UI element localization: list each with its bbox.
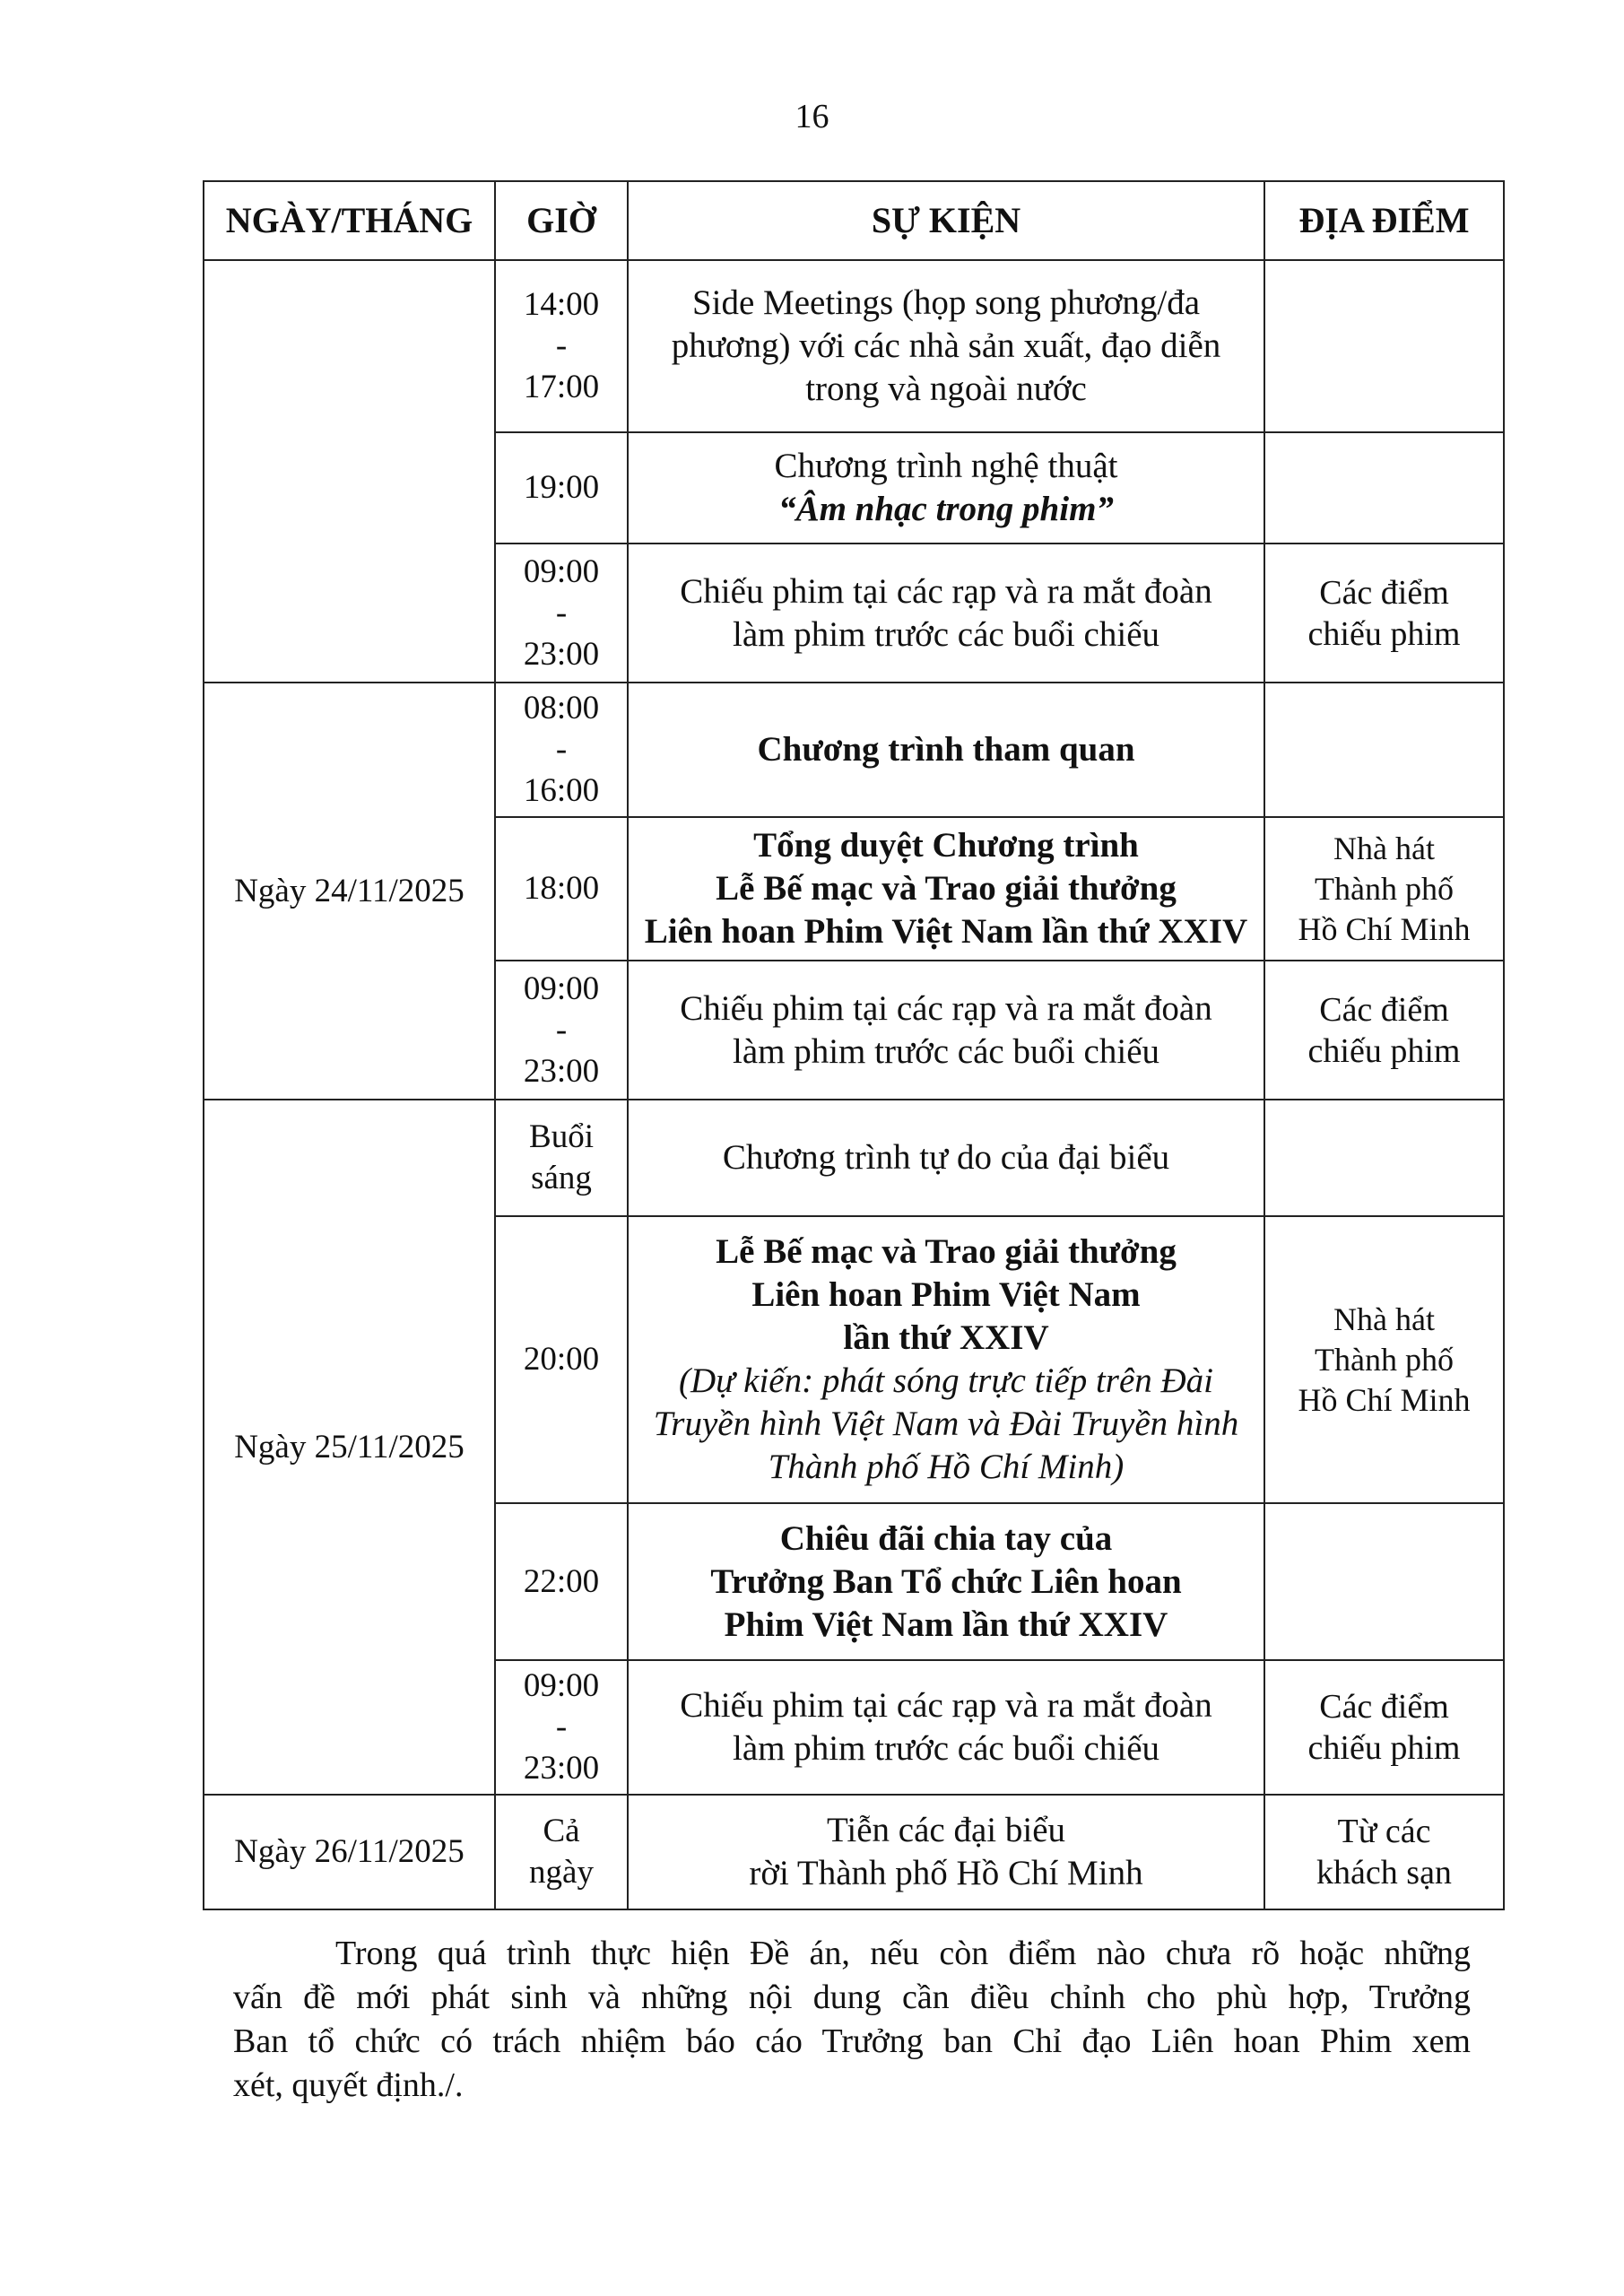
date-cell-prev — [204, 260, 495, 683]
time-cell: 09:00 - 23:00 — [495, 961, 628, 1100]
page-number: 16 — [795, 98, 829, 135]
time-cell: 08:00 - 16:00 — [495, 683, 628, 817]
venue-cell — [1264, 683, 1504, 817]
venue-cell: Các điểm chiếu phim — [1264, 961, 1504, 1100]
event-cell: Lễ Bế mạc và Trao giải thưởng Liên hoan Phim Việt Nam lần thứ XXIV (Dự kiến: phát sóng trực tiếp trên Đài Truyền hình Việt Nam và Đài Truyền hình Thành phố Hồ Chí Minh) — [628, 1216, 1264, 1503]
time-cell: 09:00 - 23:00 — [495, 544, 628, 683]
venue-cell — [1264, 1503, 1504, 1660]
venue-cell: Từ các khách sạn — [1264, 1795, 1504, 1909]
table-row — [204, 1795, 1504, 1909]
header-date: NGÀY/THÁNG — [204, 181, 495, 260]
date-cell: Ngày 26/11/2025 — [204, 1795, 495, 1909]
event-cell: Tiễn các đại biểu rời Thành phố Hồ Chí Minh — [628, 1795, 1264, 1909]
venue-cell — [1264, 260, 1504, 432]
time-cell: 22:00 — [495, 1503, 628, 1660]
event-cell: Chiếu phim tại các rạp và ra mắt đoàn làm phim trước các buổi chiếu — [628, 544, 1264, 683]
time-cell: Cả ngày — [495, 1795, 628, 1909]
event-cell: Chiêu đãi chia tay của Trưởng Ban Tổ chức Liên hoan Phim Việt Nam lần thứ XXIV — [628, 1503, 1264, 1660]
closing-paragraph: Trong quá trình thực hiện Đề án, nếu còn điểm nào chưa rõ hoặc những vấn đề mới phát sinh và những nội dung cần điều chỉnh cho phù hợp, Trưởng Ban tổ chức có trách nhiệm báo cáo Trưởng ban Chỉ đạo Liên hoan Phim xem xét, quyết định./. — [233, 1935, 1471, 2104]
event-cell: Chiếu phim tại các rạp và ra mắt đoàn làm phim trước các buổi chiếu — [628, 1660, 1264, 1795]
venue-cell — [1264, 432, 1504, 544]
venue-cell: Các điểm chiếu phim — [1264, 1660, 1504, 1795]
venue-cell: Nhà hát Thành phố Hồ Chí Minh — [1264, 817, 1504, 961]
venue-cell: Nhà hát Thành phố Hồ Chí Minh — [1264, 1216, 1504, 1503]
event-cell: Tổng duyệt Chương trình Lễ Bế mạc và Trao giải thưởng Liên hoan Phim Việt Nam lần thứ XXIV — [628, 817, 1264, 961]
table-row — [204, 260, 1504, 432]
venue-cell — [1264, 1100, 1504, 1216]
event-cell: Chiếu phim tại các rạp và ra mắt đoàn làm phim trước các buổi chiếu — [628, 961, 1264, 1100]
event-cell: Side Meetings (họp song phương/đa phương) với các nhà sản xuất, đạo diễn trong và ngoài nước — [628, 260, 1264, 432]
table-row — [204, 683, 1504, 817]
time-cell: 09:00 - 23:00 — [495, 1660, 628, 1795]
header-time: GIỜ — [495, 181, 628, 260]
date-cell: Ngày 24/11/2025 — [204, 683, 495, 1100]
date-cell: Ngày 25/11/2025 — [204, 1100, 495, 1795]
time-cell: 18:00 — [495, 817, 628, 961]
event-cell: Chương trình tự do của đại biểu — [628, 1100, 1264, 1216]
event-cell: Chương trình tham quan — [628, 683, 1264, 817]
table-row — [204, 1100, 1504, 1216]
event-cell: Chương trình nghệ thuật “Âm nhạc trong phim” — [628, 432, 1264, 544]
time-cell: 20:00 — [495, 1216, 628, 1503]
header-event: SỰ KIỆN — [628, 181, 1264, 260]
time-cell: Buổi sáng — [495, 1100, 628, 1216]
venue-cell: Các điểm chiếu phim — [1264, 544, 1504, 683]
table-header-row — [204, 181, 1504, 260]
time-cell: 19:00 — [495, 432, 628, 544]
time-cell: 14:00 - 17:00 — [495, 260, 628, 432]
header-venue: ĐỊA ĐIỂM — [1264, 181, 1504, 260]
schedule-table — [203, 180, 1505, 1910]
